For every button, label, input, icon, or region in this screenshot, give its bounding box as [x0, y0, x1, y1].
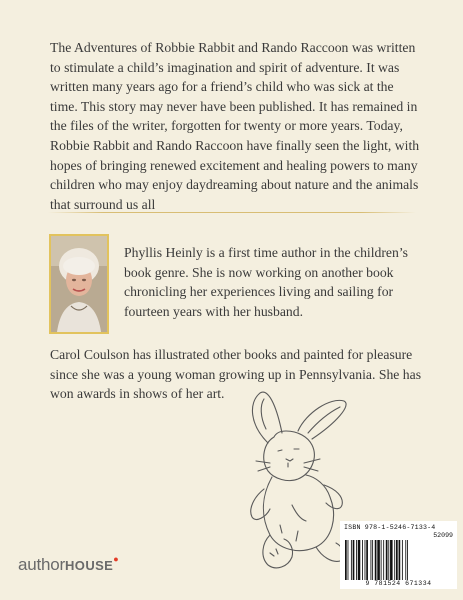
barcode-bar	[383, 540, 384, 580]
author-photo	[49, 234, 109, 334]
barcode-bar	[351, 540, 352, 580]
barcode-bar	[348, 540, 349, 580]
publisher-mark-icon: ●	[113, 554, 119, 564]
barcode-bar	[356, 540, 357, 580]
barcode-bar	[386, 540, 388, 580]
barcode-bar	[388, 540, 389, 580]
book-blurb: The Adventures of Robbie Rabbit and Rando Raccoon was written to stimulate a child’s imagination and spirit of adventure. It was written many years ago for a friend’s child who was sick at the time. This story may never have been published. It has remained in the files of the writer, forgotten for twenty or more years. Today, Robbie Rabbit and Rando Raccoon have finally seen the light, with hopes of bringing renewed excitement and healing powers to many children who may enjoy daydreaming about nature and the animals that surround us all	[50, 40, 420, 212]
barcode-bars	[344, 540, 453, 580]
isbn-number: ISBN 978-1-5246-7133-4	[344, 524, 436, 531]
price-code: 52099	[433, 532, 453, 539]
barcode-bar	[381, 540, 382, 580]
barcode-bar	[375, 540, 377, 580]
barcode-bar	[402, 540, 403, 580]
barcode-bar	[377, 540, 380, 580]
barcode-bar	[405, 540, 406, 580]
barcode-bar	[407, 540, 408, 580]
author-bio: Phyllis Heinly is a first time author in the children’s book genre. She is now working on another book chronicling her experiences living and sailing for fourteen years with her husband.	[124, 245, 408, 319]
gold-divider	[48, 212, 416, 213]
barcode-bar	[345, 540, 347, 580]
publisher-name-part-a: author	[18, 555, 66, 574]
illustrator-bio: Carol Coulson has illustrated other books and painted for pleasure since she was a young woman growing up in Pennsylvania. She has won awards in shows of her art.	[50, 347, 422, 402]
barcode-bar	[372, 540, 373, 580]
barcode-bar	[366, 540, 368, 580]
barcode-bar	[390, 540, 393, 580]
barcode-bar	[399, 540, 401, 580]
barcode-bar	[371, 540, 372, 580]
ean-number: 9 781524 671334	[365, 580, 432, 587]
publisher-logo	[18, 555, 119, 575]
barcode-bar	[394, 540, 395, 580]
barcode-bar	[358, 540, 361, 580]
publisher-name-part-b: HOUSE	[65, 558, 114, 573]
barcode-bar	[353, 540, 355, 580]
barcode-bar	[362, 540, 363, 580]
barcode-bar	[396, 540, 398, 580]
barcode-label	[340, 521, 457, 589]
barcode-bar	[365, 540, 366, 580]
